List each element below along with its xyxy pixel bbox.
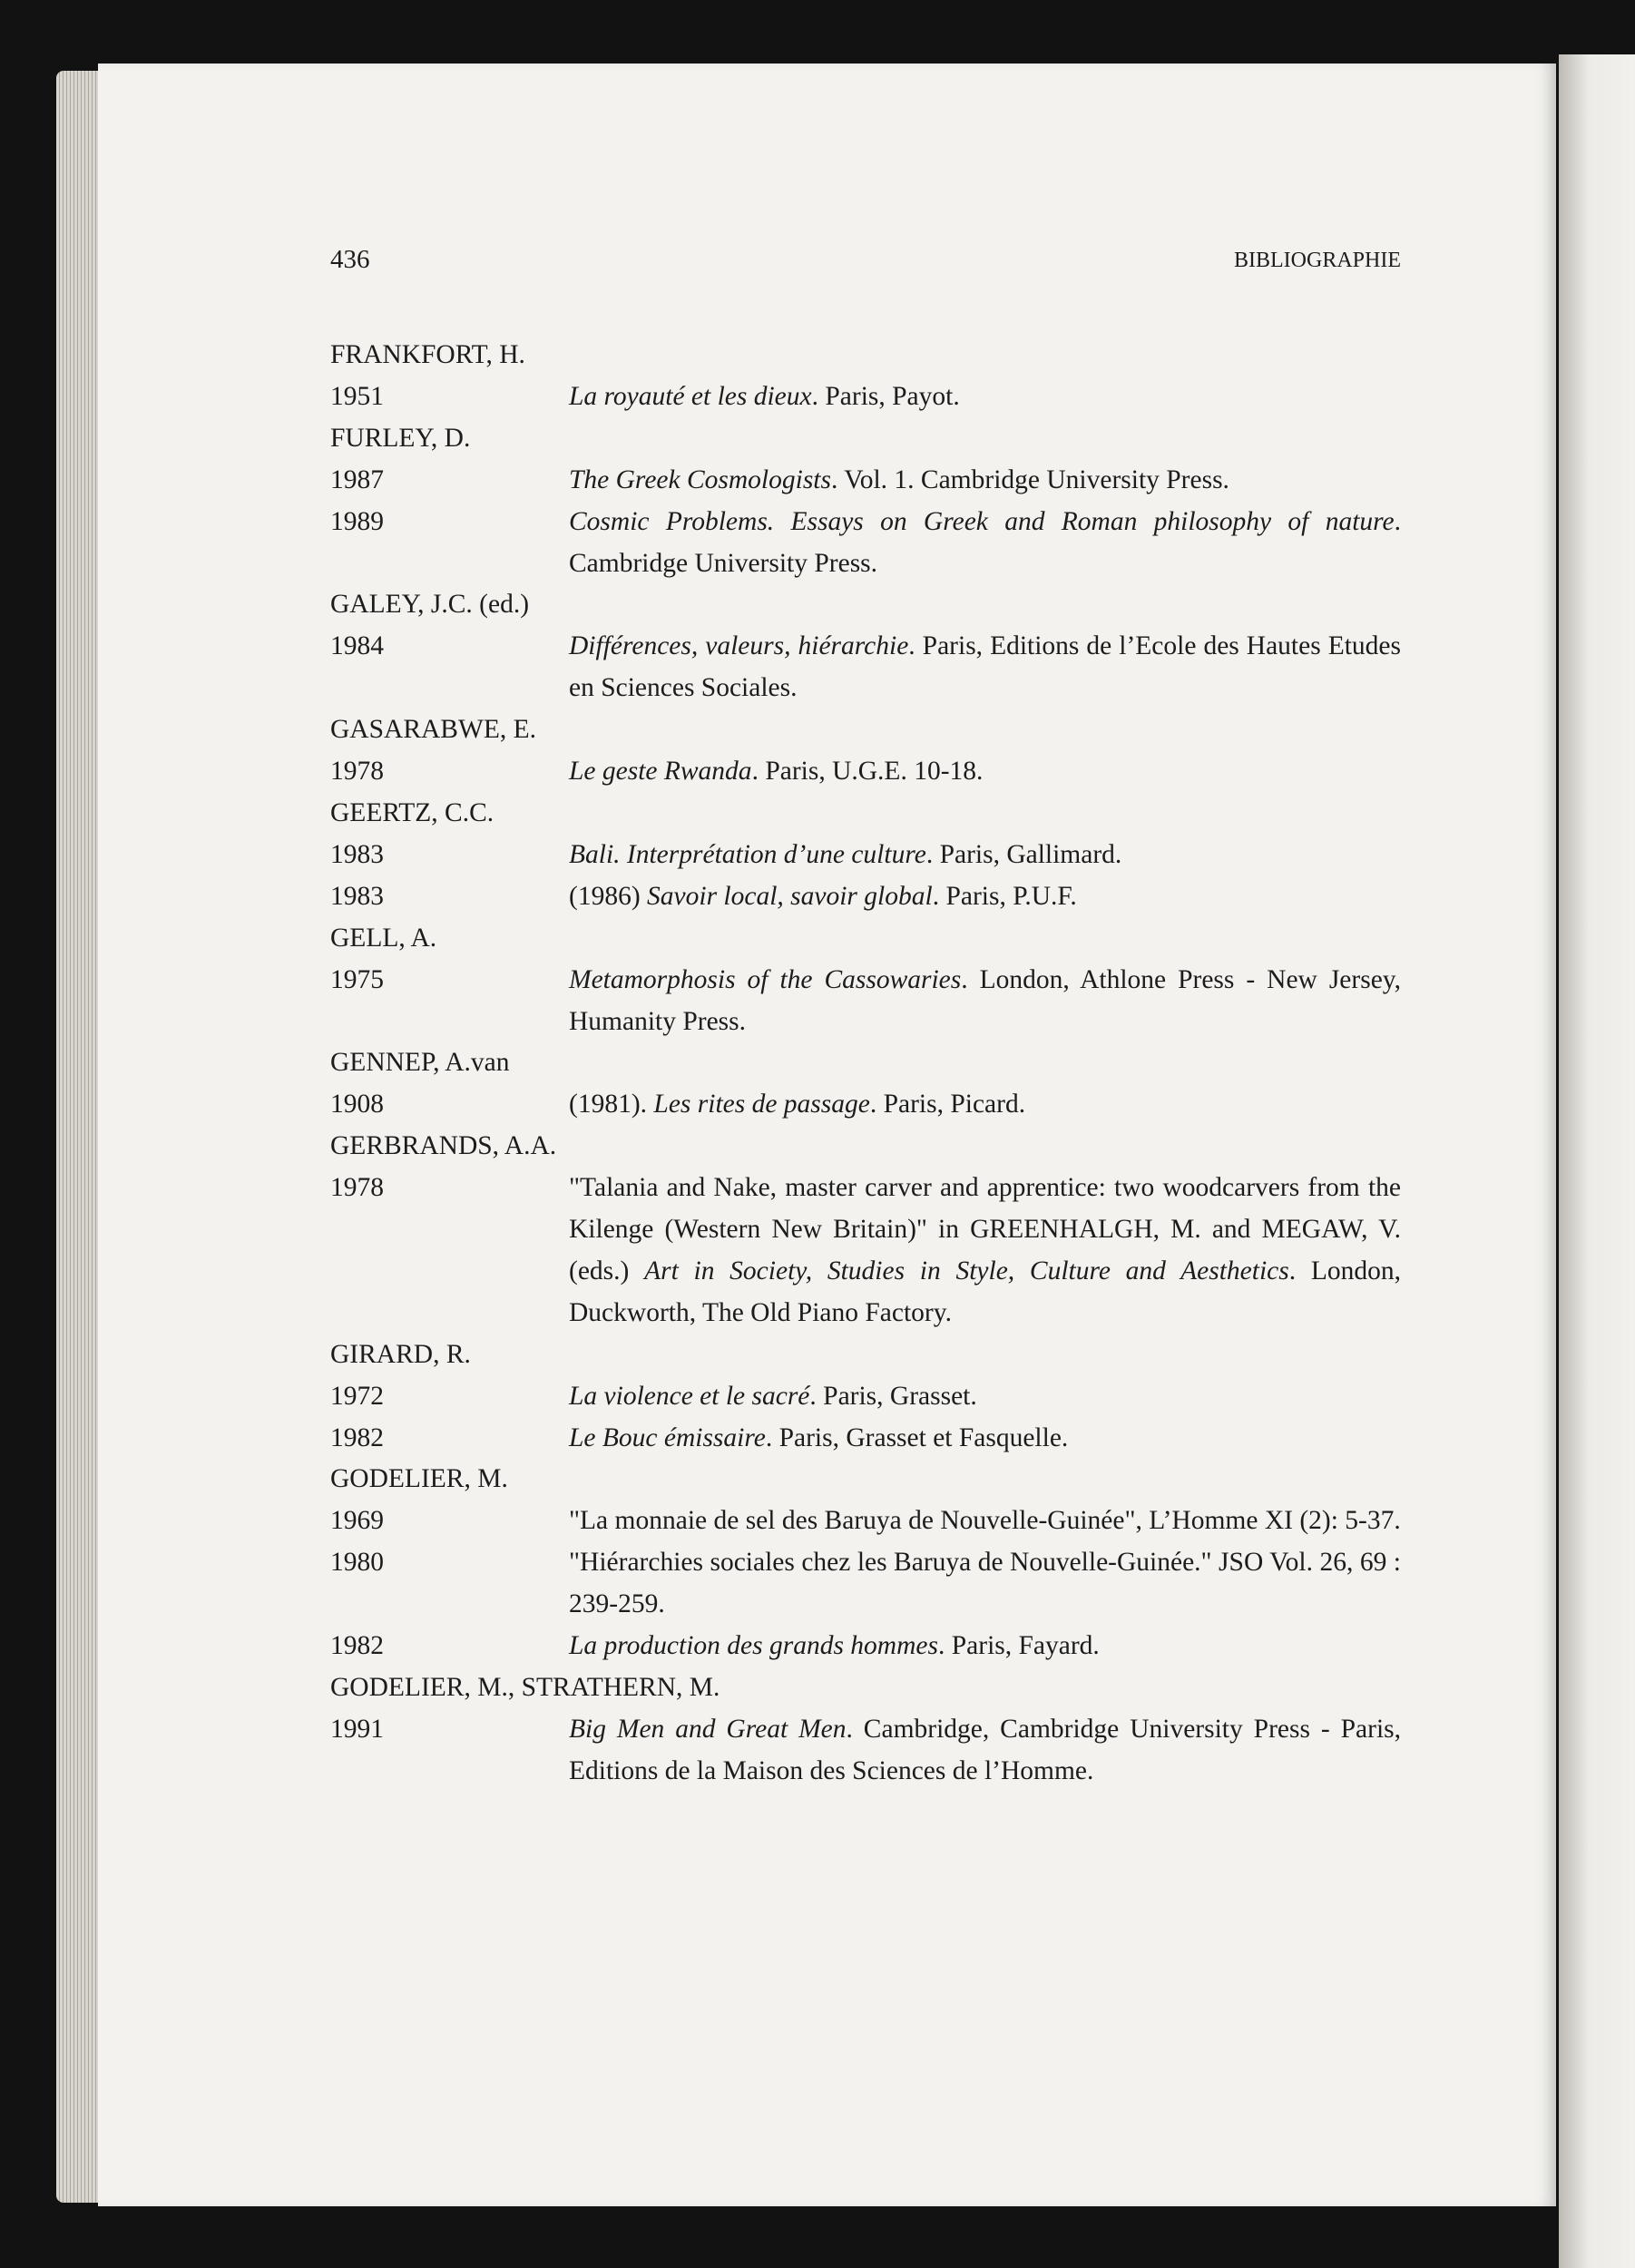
- work-year: 1978: [330, 757, 384, 787]
- bibliography-work: [330, 1709, 1401, 1793]
- work-year: 1978: [330, 1173, 384, 1203]
- bibliography-work: [330, 1542, 1401, 1626]
- work-title: Le geste Rwanda: [569, 757, 752, 787]
- bibliography-work: [330, 876, 1401, 918]
- bibliography-work: [330, 626, 1401, 709]
- work-citation: [569, 376, 1401, 418]
- work-title: Les rites de passage: [653, 1090, 870, 1119]
- citation-text: . Paris, Payot.: [811, 381, 960, 411]
- citation-text: . Paris, U.G.E. 10-18.: [751, 757, 984, 787]
- bibliography-work: [330, 1376, 1401, 1418]
- work-citation: [569, 751, 1401, 793]
- bibliography-work: [330, 1418, 1401, 1460]
- work-citation: [569, 1501, 1401, 1542]
- work-year: 1972: [330, 1381, 384, 1411]
- bibliography-author: GALEY, J.C. (ed.): [330, 590, 530, 620]
- work-title: La royauté et les dieux: [569, 381, 812, 411]
- work-citation: [569, 1626, 1401, 1667]
- bibliography-list: [330, 335, 1401, 1793]
- work-title: La violence et le sacré: [569, 1381, 810, 1411]
- running-title: BIBLIOGRAPHIE: [1234, 249, 1401, 272]
- bibliography-author: GERBRANDS, A.A.: [330, 1131, 557, 1161]
- bibliography-work: [330, 1626, 1401, 1667]
- citation-text: . Paris, Fayard.: [938, 1631, 1100, 1661]
- citation-text: . Paris, Grasset et Fasquelle.: [765, 1422, 1069, 1452]
- work-title: Savoir local, savoir global: [647, 881, 933, 911]
- work-year: 1987: [330, 464, 384, 494]
- work-year: 1991: [330, 1714, 384, 1744]
- bibliography-work: [330, 751, 1401, 793]
- work-citation: [569, 1376, 1401, 1418]
- citation-text: . Paris, Gallimard.: [925, 839, 1122, 869]
- work-citation: [569, 1084, 1401, 1126]
- bibliography-author: FRANKFORT, H.: [330, 340, 525, 369]
- bibliography-work: [330, 960, 1401, 1043]
- citation-text: . London, Duckworth, The Old Piano Factory.: [569, 1256, 1401, 1327]
- bibliography-author: GODELIER, M.: [330, 1464, 508, 1494]
- work-year: 1980: [330, 1548, 384, 1578]
- citation-text: . Vol. 1. Cambridge University Press.: [830, 464, 1229, 494]
- work-title: Différences, valeurs, hiérarchie: [569, 631, 909, 661]
- bibliography-author: GIRARD, R.: [330, 1339, 471, 1369]
- work-title: Big Men and Great Men: [569, 1714, 847, 1744]
- work-title: Bali. Interprétation d’une culture: [569, 839, 926, 869]
- work-citation: [569, 960, 1401, 1043]
- work-title: The Greek Cosmologists: [569, 464, 831, 494]
- bibliography-work: [330, 1168, 1401, 1334]
- work-title: Le Bouc émissaire: [569, 1422, 766, 1452]
- citation-text: "La monnaie de sel des Baruya de Nouvelle-Guinée", L’Homme XI (2): 5-37.: [569, 1506, 1401, 1536]
- work-year: 1969: [330, 1506, 384, 1536]
- citation-text: . London, Athlone Press - New Jersey, Humanity Press.: [569, 964, 1401, 1036]
- work-year: 1982: [330, 1422, 384, 1452]
- bibliography-work: [330, 376, 1401, 418]
- bibliography-work: [330, 1501, 1401, 1542]
- work-year: 1982: [330, 1631, 384, 1661]
- work-citation: [569, 835, 1401, 876]
- citation-text: . Paris, Grasset.: [809, 1381, 977, 1411]
- citation-text: . Paris, Picard.: [869, 1090, 1026, 1119]
- bibliography-work: [330, 460, 1401, 502]
- work-year: 1983: [330, 881, 384, 911]
- work-title: Metamorphosis of the Cassowaries: [569, 964, 962, 994]
- citation-text: . Paris, Editions de l’Ecole des Hautes Etudes en Sciences Sociales.: [569, 631, 1402, 703]
- work-citation: [569, 460, 1401, 502]
- citation-text: "Hiérarchies sociales chez les Baruya de Nouvelle-Guinée." JSO Vol. 26, 69 : 239-259.: [569, 1548, 1401, 1619]
- work-year: 1908: [330, 1090, 384, 1119]
- bibliography-work: [330, 502, 1401, 585]
- work-citation: [569, 876, 1401, 918]
- work-citation: [569, 502, 1401, 585]
- work-citation: [569, 1168, 1401, 1334]
- work-citation: [569, 626, 1401, 709]
- bibliography-work: [330, 835, 1401, 876]
- work-title: Cosmic Problems. Essays on Greek and Roman philosophy of nature: [569, 506, 1395, 536]
- work-citation: [569, 1418, 1401, 1460]
- citation-text: (1986): [569, 881, 648, 911]
- bibliography-author: GODELIER, M., STRATHERN, M.: [330, 1673, 720, 1702]
- citation-text: (1981).: [569, 1090, 654, 1119]
- work-citation: [569, 1709, 1401, 1793]
- page-number: 436: [330, 245, 370, 274]
- bibliography-author: FURLEY, D.: [330, 423, 471, 453]
- facing-page: [1559, 54, 1635, 2268]
- bibliography-author: GELL, A.: [330, 923, 437, 953]
- work-year: 1989: [330, 506, 384, 536]
- bibliography-author: GASARABWE, E.: [330, 715, 536, 745]
- citation-text: . Cambridge University Press.: [569, 506, 1401, 578]
- citation-text: . Paris, P.U.F.: [932, 881, 1077, 911]
- bibliography-author: GEERTZ, C.C.: [330, 797, 494, 827]
- work-year: 1983: [330, 839, 384, 869]
- work-year: 1975: [330, 964, 384, 994]
- bibliography-work: [330, 1084, 1401, 1126]
- work-citation: [569, 1542, 1401, 1626]
- work-year: 1951: [330, 381, 384, 411]
- work-title: Art in Society, Studies in Style, Culture and Aesthetics: [644, 1256, 1289, 1286]
- bibliography-author: GENNEP, A.van: [330, 1048, 510, 1078]
- citation-text: . Cambridge, Cambridge University Press - Paris, Editions de la Maison des Sciences de l’Homme.: [569, 1714, 1401, 1785]
- work-title: La production des grands hommes: [569, 1631, 938, 1661]
- work-year: 1984: [330, 631, 384, 661]
- citation-text: "Talania and Nake, master carver and apprentice: two woodcarvers from the Kilenge (Western New Britain)" in GREENHALGH, M. and MEGAW, V. (eds.): [569, 1173, 1401, 1286]
